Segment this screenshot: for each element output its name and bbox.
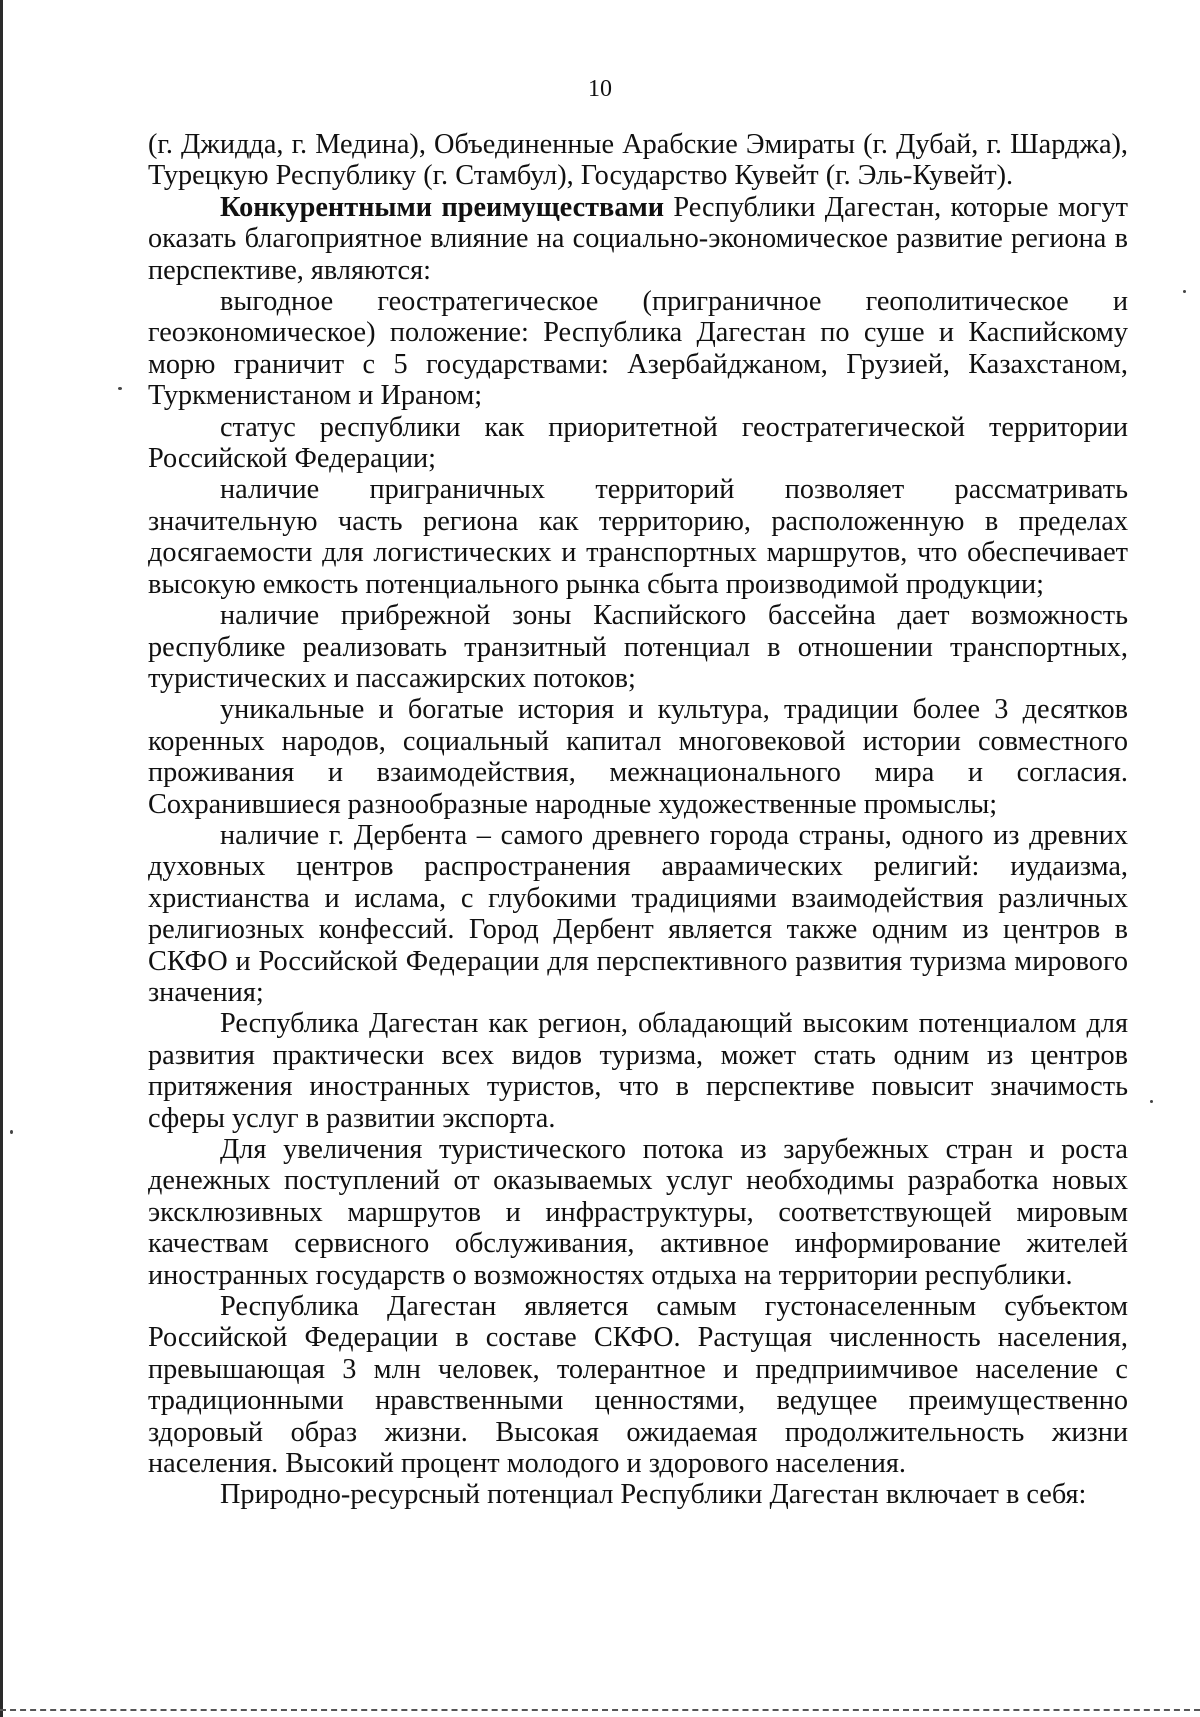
paragraph-7 [148,694,1128,820]
paragraph-12 [148,1479,1128,1510]
scan-speck [1150,1100,1153,1103]
page-number: 10 [588,76,612,102]
scan-speck [118,387,122,390]
paragraph-9 [148,1008,1128,1134]
scan-speck [10,1130,13,1134]
paragraph-text: (г. Джидда, г. Медина), Объединенные Арабские Эмираты (г. Дубай, г. Шарджа), Турецкую Республику (г. Стамбул), Государство Кувейт (г. Эль-Кувейт). [148,129,1128,192]
scan-bottom-edge [0,1709,1200,1711]
paragraph-10 [148,1134,1128,1291]
paragraph-text: Для увеличения туристического потока из зарубежных стран и роста денежных поступлений от оказываемых услуг необходимы разработка новых эксклюзивных маршрутов и инфраструктуры, соответствующей мировым качествам сервисного обслуживания, активное информирование жителей иностранных государств о возможностях отдыха на территории республики. [148,1134,1128,1291]
paragraph-4 [148,412,1128,475]
paragraph-text: Республика Дагестан как регион, обладающий высоким потенциалом для развития практически всех видов туризма, может стать одним из центров притяжения иностранных туристов, что в перспективе повысит значимость сферы услуг в развитии экспорта. [148,1008,1128,1134]
paragraph-text: Республики Дагестан, которые могут оказать благоприятное влияние на социально-экономическое развитие региона в перспективе, являются: [148,191,1128,286]
paragraph-text: Республика Дагестан является самым густонаселенным субъектом Российской Федерации в составе СКФО. Растущая численность населения, превышающая 3 млн человек, толерантное и предприимчивое население с традиционными нравственными ценностями, ведущее преимущественно здоровый образ жизни. Высокая ожидаемая продолжительность жизни населения. Высокий процент молодого и здорового населения. [148,1291,1128,1480]
bold-lead-text: Конкурентными преимуществами [220,191,665,223]
paragraph-2 [148,192,1128,286]
scan-left-edge [0,0,3,1717]
paragraph-1 [148,129,1128,192]
paragraph-text: выгодное геостратегическое (приграничное геополитическое и геоэкономическое) положение: Республика Дагестан по суше и Каспийскому морю граничит с 5 государствами: Азербайджаном, Грузией, Казахстаном, Туркменистаном и Ираном; [148,286,1128,412]
paragraph-5 [148,474,1128,600]
paragraph-3 [148,286,1128,412]
paragraph-text: наличие приграничных территорий позволяет рассматривать значительную часть региона как территорию, расположенную в пределах досягаемости для логистических и транспортных маршрутов, что обеспечивает высокую емкость потенциального рынка сбыта производимой продукции; [148,474,1128,600]
paragraph-text: статус республики как приоритетной геостратегической территории Российской Федерации; [148,411,1128,475]
paragraph-11 [148,1291,1128,1479]
document-body [148,129,1128,1511]
paragraph-6 [148,600,1128,694]
paragraph-text: Природно-ресурсный потенциал Республики Дагестан включает в себя: [220,1479,1087,1511]
paragraph-8 [148,820,1128,1008]
paragraph-text: наличие г. Дербента – самого древнего города страны, одного из древних духовных центров распространения авраамических религий: иудаизма, христианства и ислама, с глубокими традициями взаимодействия различных религиозных конфессий. Город Дербент является также одним из центров в СКФО и Российской Федерации для перспективного развития туризма мирового значения; [148,819,1128,1008]
paragraph-text: наличие прибрежной зоны Каспийского бассейна дает возможность республике реализовать транзитный потенциал в отношении транспортных, туристических и пассажирских потоков; [148,600,1128,694]
paragraph-text: уникальные и богатые история и культура, традиции более 3 десятков коренных народов, социальный капитал многовековой истории совместного проживания и взаимодействия, межнационального мира и согласия. Сохранившиеся разнообразные народные художественные промыслы; [148,694,1128,820]
scan-speck [1183,290,1186,293]
